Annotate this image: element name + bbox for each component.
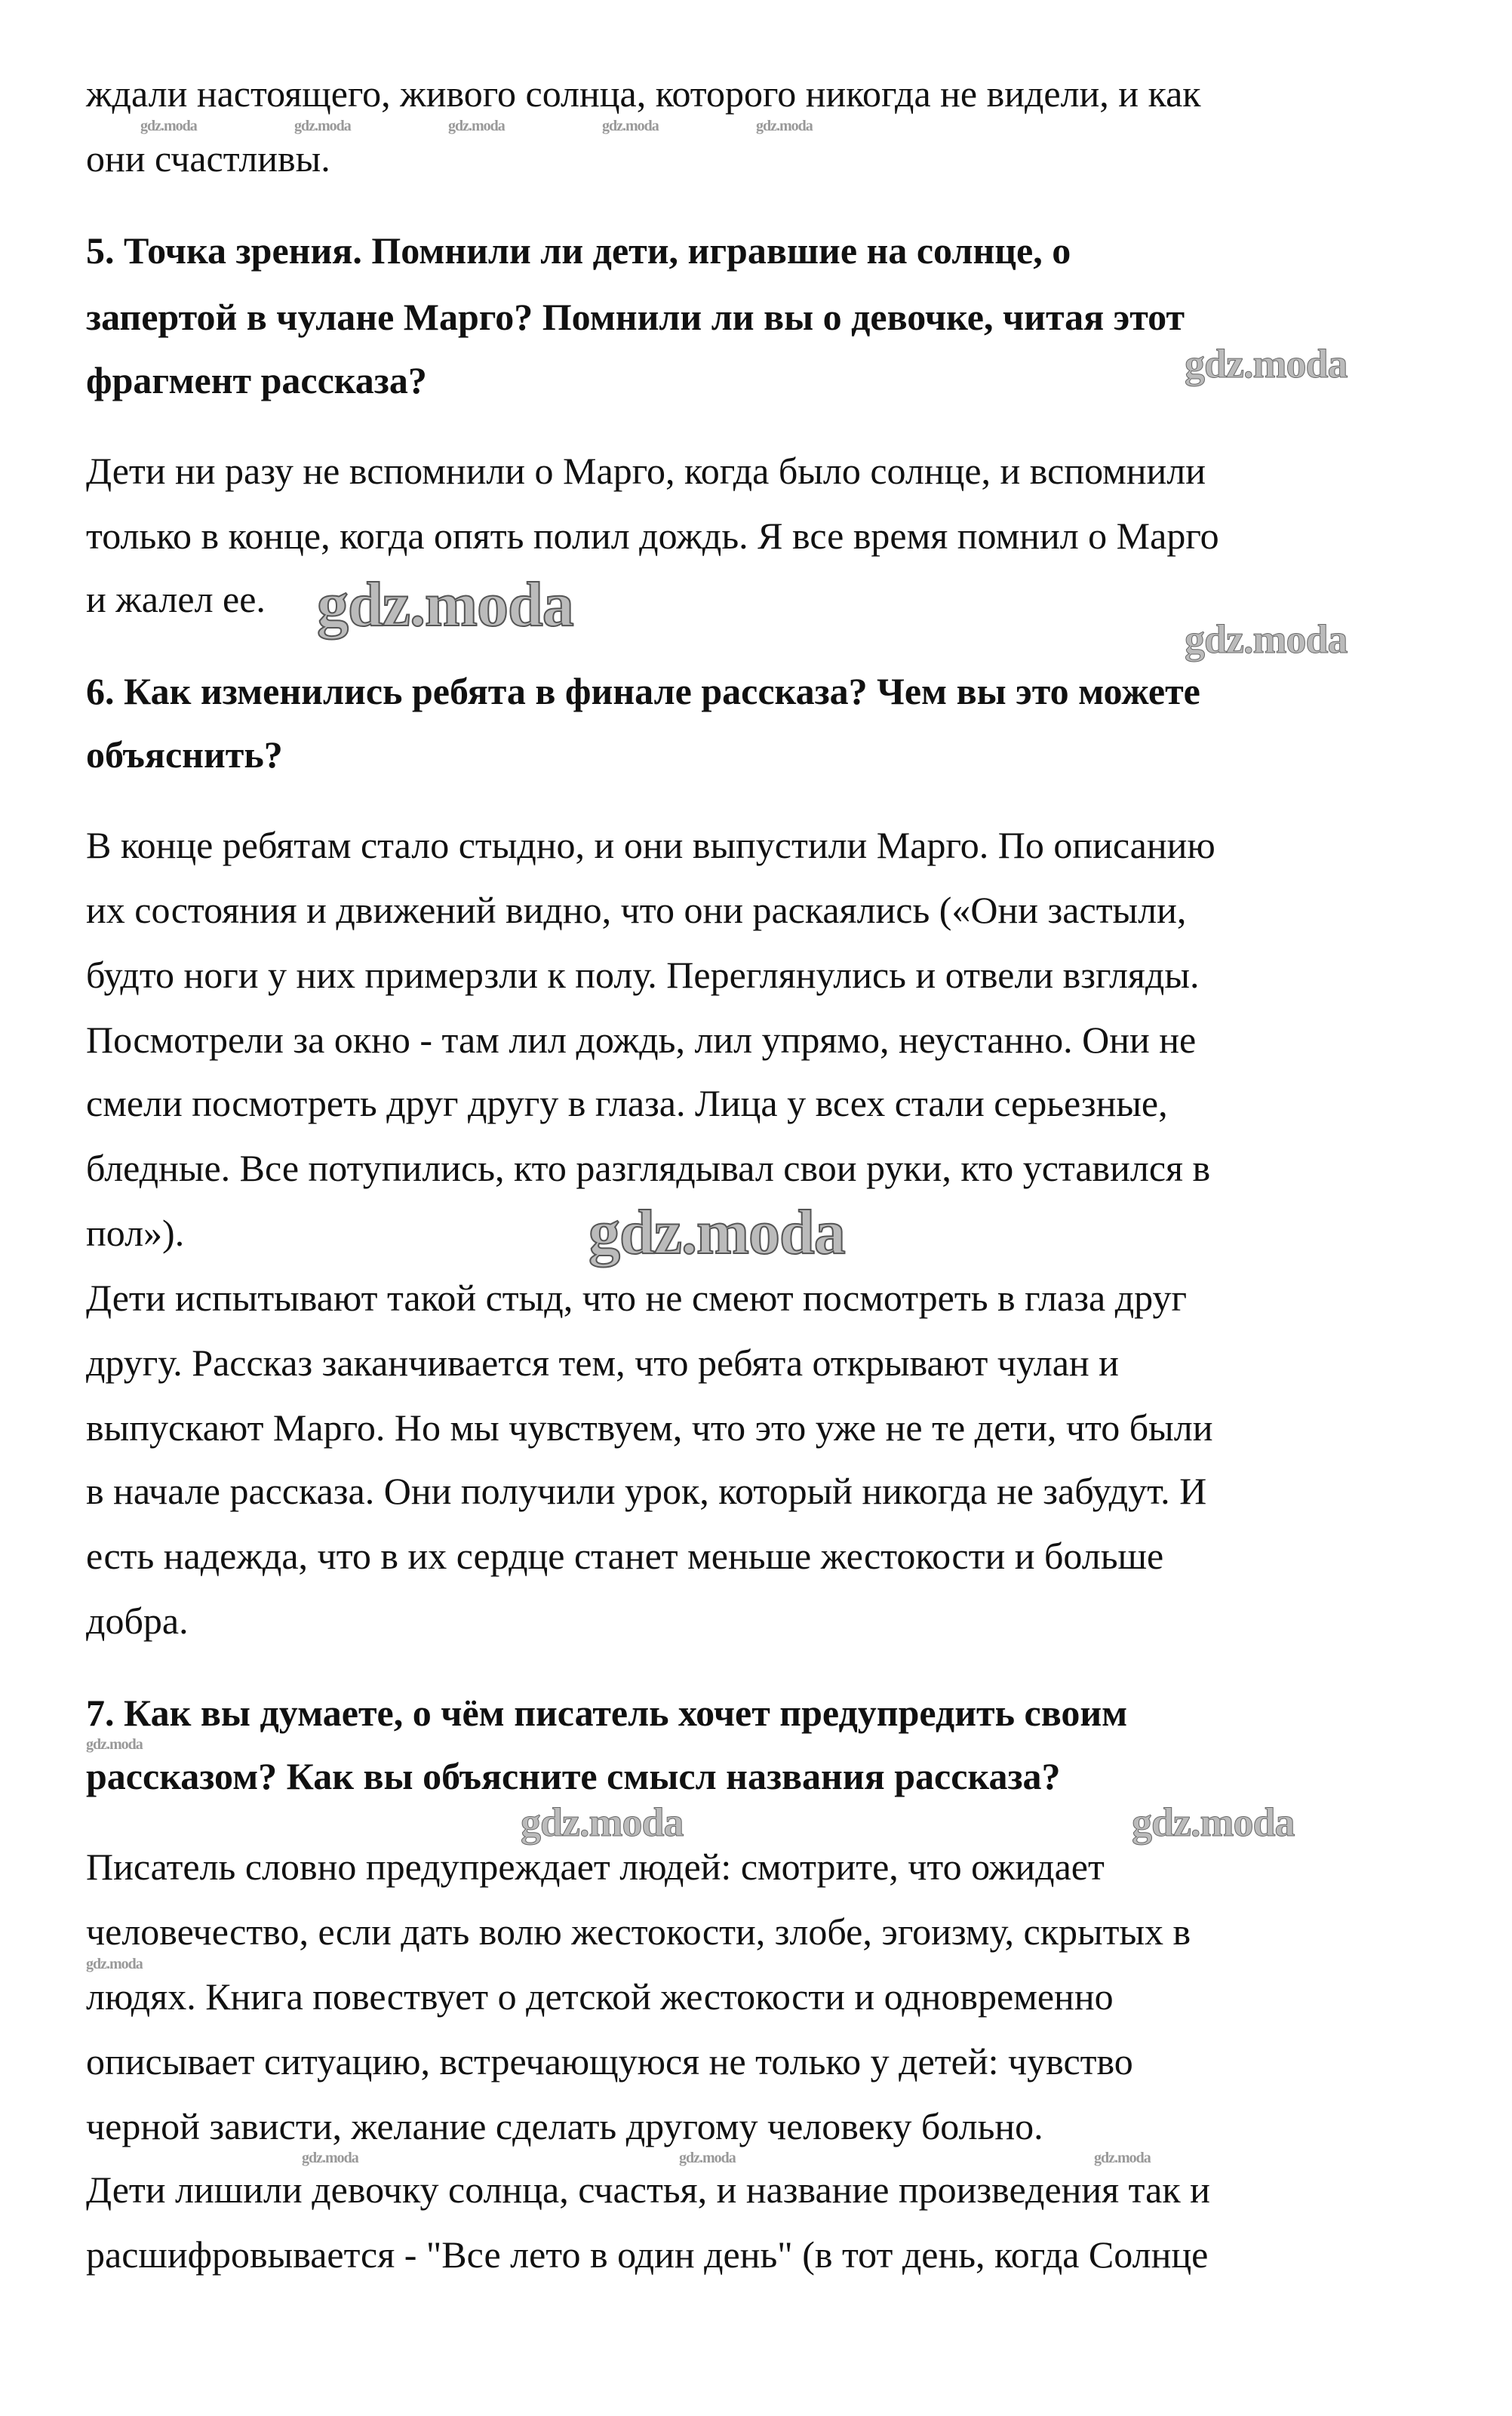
answer-6-line: будто ноги у них примерзли к полу. Переглянулись и отвели взгляды. xyxy=(86,954,1200,996)
answer-6-line: пол»). xyxy=(86,1212,185,1254)
watermark: gdz.moda xyxy=(756,118,813,134)
watermark: gdz.moda xyxy=(1094,2150,1151,2166)
watermark: gdz.moda xyxy=(602,118,659,134)
answer-6-line: В конце ребятам стало стыдно, и они выпустили Марго. По описанию xyxy=(86,824,1215,866)
question-7-line: 7. Как вы думаете, о чём писатель хочет предупредить своим xyxy=(86,1692,1128,1734)
answer-6-line: Дети испытывают такой стыд, что не смеют посмотреть в глаза друг xyxy=(86,1277,1187,1319)
question-7-line: рассказом? Как вы объясните смысл названия рассказа? xyxy=(86,1755,1061,1797)
watermark: gdz.moda xyxy=(1185,616,1348,662)
answer-7-line: людях. Книга повествует о детской жестокости и одновременно xyxy=(86,1975,1114,2018)
watermark: gdz.moda xyxy=(679,2150,736,2166)
answer-6-line: в начале рассказа. Они получили урок, который никогда не забудут. И xyxy=(86,1470,1207,1512)
answer-6-line: смели посмотреть друг другу в глаза. Лица у всех стали серьезные, xyxy=(86,1082,1168,1124)
watermark: gdz.moda xyxy=(294,118,351,134)
answer-7-line: описывает ситуацию, встречающуюся не только у детей: чувство xyxy=(86,2040,1133,2082)
answer-6-line: выпускают Марго. Но мы чувствуем, что это уже не те дети, что были xyxy=(86,1406,1213,1449)
watermark: gdz.moda xyxy=(302,2150,358,2166)
question-5-line: фрагмент рассказа? xyxy=(86,359,427,401)
answer-6-line: бледные. Все потупились, кто разглядывал свои руки, кто уставился в xyxy=(86,1147,1211,1189)
answer-6-line: другу. Рассказ заканчивается тем, что ребята открывают чулан и xyxy=(86,1342,1119,1384)
watermark: gdz.moda xyxy=(521,1800,684,1845)
watermark: gdz.moda xyxy=(86,1956,143,1972)
watermark: gdz.moda xyxy=(317,570,573,640)
watermark: gdz.moda xyxy=(86,1736,143,1753)
answer-6-line: их состояния и движений видно, что они раскаялись («Они застыли, xyxy=(86,889,1187,931)
answer-6-line: есть надежда, что в их сердце станет меньше жестокости и больше xyxy=(86,1535,1164,1577)
answer-7-line: Дети лишили девочку солнца, счастья, и название произведения так и xyxy=(86,2169,1210,2211)
answer-7-line: расшифровывается - "Все лето в один день" (в тот день, когда Солнце xyxy=(86,2233,1209,2276)
watermark: gdz.moda xyxy=(140,118,197,134)
text-line: ждали настоящего, живого солнца, которого никогда не видели, и как xyxy=(86,72,1201,115)
watermark: gdz.moda xyxy=(448,118,505,134)
question-6-line: объяснить? xyxy=(86,733,283,776)
answer-7-line: Писатель словно предупреждает людей: смотрите, что ожидает xyxy=(86,1846,1105,1888)
watermark: gdz.moda xyxy=(589,1197,845,1268)
answer-7-line: черной зависти, желание сделать другому человеку больно. xyxy=(86,2105,1043,2147)
question-6-line: 6. Как изменились ребята в финале рассказа? Чем вы это можете xyxy=(86,670,1200,712)
answer-6-line: добра. xyxy=(86,1600,189,1642)
answer-5-line: и жалел ее. xyxy=(86,578,266,620)
answer-7-line: человечество, если дать волю жестокости, злобе, эгоизму, скрытых в xyxy=(86,1910,1191,1953)
question-5-line: запертой в чулане Марго? Помнили ли вы о девочке, читая этот xyxy=(86,296,1185,338)
watermark: gdz.moda xyxy=(1185,341,1348,386)
answer-5-line: только в конце, когда опять полил дождь. Я все время помнил о Марго xyxy=(86,515,1219,557)
text-line: они счастливы. xyxy=(86,137,330,180)
watermark: gdz.moda xyxy=(1132,1800,1295,1845)
answer-5-line: Дети ни разу не вспомнили о Марго, когда было солнце, и вспомнили xyxy=(86,450,1206,492)
question-5-line: 5. Точка зрения. Помнили ли дети, игравшие на солнце, о xyxy=(86,229,1071,272)
answer-6-line: Посмотрели за окно - там лил дождь, лил упрямо, неустанно. Они не xyxy=(86,1019,1197,1061)
